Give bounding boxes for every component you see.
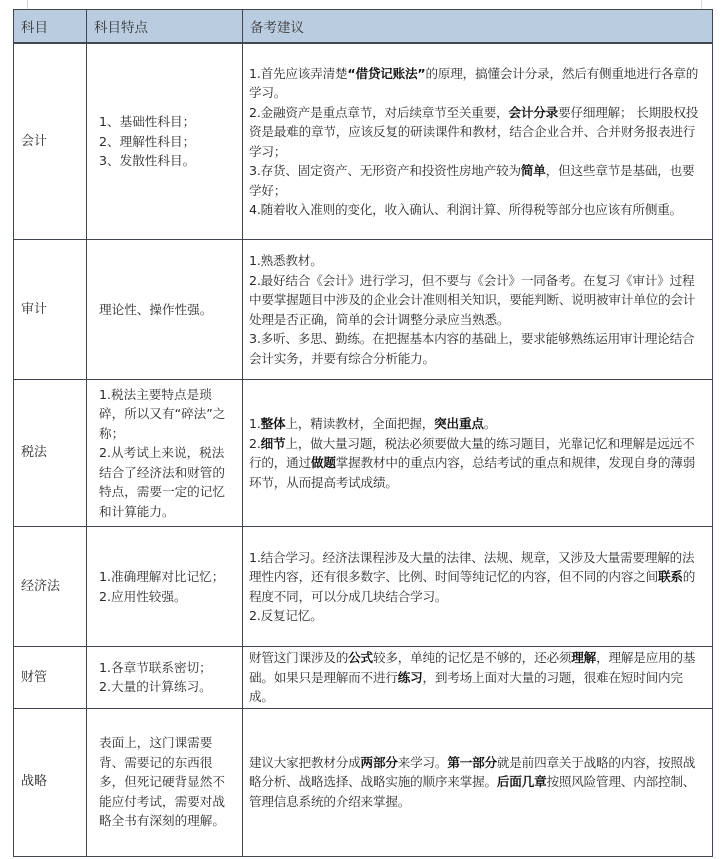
advice-text: ，到考场上面对大量的习题，很难在短时间内完成。 [249,669,683,704]
advice-text: ，但这些章节是基础，也要学好； [249,163,695,198]
advice-emphasis: 理解 [571,650,597,665]
table-row [14,647,713,709]
advice-text: 建议大家把教材分成 [249,754,361,770]
features-cell [87,380,243,527]
advice-emphasis: 后面几章 [496,774,547,790]
header-advice: 备考建议 [243,10,713,44]
feature-line: 2.应用性较强。 [99,588,187,604]
feature-line: 2.从考试上来说，税法结合了经济法和财管的特点，需要一定的记忆和计算能力。 [99,445,225,519]
advice-emphasis: “借贷记账法” [347,65,426,81]
advice-emphasis: 突出重点 [434,416,484,431]
feature-line: 3、发散性科目。 [99,153,196,169]
advice-paragraph [249,161,706,200]
page-edge-right [701,0,702,9]
subject-cell: 财管 [14,647,87,709]
advice-text: 上，做大量习题，税法必须要做大量的练习题目，光靠记忆和理解是远远不行的，通过 [249,435,695,470]
table-row [14,708,713,856]
advice-text: 3.存货、固定资产、无形资产和投资性房地产较为 [249,163,521,178]
advice-paragraph [249,434,706,493]
table-row [14,527,713,647]
advice-text: 2. [249,435,261,451]
advice-paragraph [249,648,706,707]
advice-emphasis: 做题 [310,455,336,470]
feature-line: 2、理解性科目； [99,133,196,149]
feature-line: 1.税法主要特点是琐碎，所以又有“碎法”之称； [99,386,226,441]
table-row [14,380,713,527]
header-subject: 科目 [14,10,87,44]
advice-text: 的程度不同，可以分成几块结合学习。 [249,569,696,604]
advice-text: 2.最好结合《会计》进行学习，但不要与《会计》一同备考。在复习《审计》过程中要掌握题目中涉及的企业会计准则相关知识，要能判断、说明被审计单位的会计处理是否正确，简单的会计调整分录应当熟悉。 [249,272,696,327]
advice-text: 的原理，搞懂会计分录，然后有侧重地进行各章的学习。 [249,65,699,100]
feature-line: 1.各章节联系密切； [99,659,212,675]
advice-text: 1.熟悉教材。 [249,253,323,268]
advice-text: 财管这门课涉及的 [249,650,349,665]
advice-paragraph [249,548,706,607]
advice-emphasis: 细节 [260,435,286,451]
features-cell [87,647,243,709]
advice-text: 4.随着收入准则的变化，收入确认、利润计算、所得税等部分也应该有所侧重。 [249,202,683,217]
subject-cell: 会计 [14,43,87,240]
features-cell [87,240,243,380]
subject-cell: 经济法 [14,527,87,647]
header-row [14,10,713,44]
advice-cell [243,708,713,856]
table-row [14,43,713,240]
page-edge-left [27,0,28,9]
advice-text: 2.反复记忆。 [249,608,323,623]
header-features: 科目特点 [87,10,243,44]
advice-emphasis: 第一部分 [447,754,497,770]
feature-line: 表面上，这门课需要背、需要记的东西很多，但死记硬背显然不能应付考试，需要对战略全书有深刻的理解。 [99,735,225,829]
features-cell [87,527,243,647]
advice-paragraph [249,251,706,271]
advice-paragraph [249,414,706,434]
advice-paragraph [249,103,706,162]
advice-text: 1.首先应该弄清楚 [249,65,348,81]
advice-cell [243,527,713,647]
advice-paragraph [249,64,706,103]
advice-cell [243,647,713,709]
features-cell [87,708,243,856]
feature-line: 2.大量的计算练习。 [99,679,212,695]
advice-cell [243,380,713,527]
advice-cell [243,43,713,240]
advice-emphasis: 会计分录 [508,104,559,120]
advice-paragraph [249,606,706,626]
advice-emphasis: 公式 [348,650,373,665]
advice-paragraph [249,329,706,368]
advice-emphasis: 简单 [520,163,546,178]
features-cell [87,43,243,240]
advice-emphasis: 两部分 [360,754,398,770]
table-row [14,240,713,380]
advice-emphasis: 整体 [260,416,286,431]
feature-line: 理论性、操作性强。 [99,301,213,317]
advice-text: ，理解是应用的基础。如果只是理解而不进行 [249,650,696,685]
advice-paragraph [249,200,706,220]
advice-text: 掌握教材中的重点内容，总结考试的重点和规律，发现自身的薄弱环节，从而提高考试成绩。 [249,455,696,490]
advice-text: 1. [249,416,261,431]
advice-text: 上，精读教材，全面把握， [285,416,435,431]
advice-text: 来学习。 [397,754,448,770]
advice-paragraph [249,271,706,330]
advice-text: 2.金融资产是重点章节，对后续章节至关重要， [249,104,509,120]
advice-text: 1.结合学习。经济法课程涉及大量的法律、法规、规章，又涉及大量需要理解的法理性内容，还有很多数字、比例、时间等纯记忆的内容，但不同的内容之间 [249,549,695,584]
advice-cell [243,240,713,380]
subject-cell: 战略 [14,708,87,856]
advice-emphasis: 练习 [397,669,423,685]
advice-text: 按照风险管理、内部控制、管理信息系统的介绍来掌握。 [249,774,696,809]
advice-text: 较多，单纯的记忆是不够的，还必须 [372,650,572,665]
advice-text: 要仔细理解； 长期股权投资是最难的章节，应该反复的研读课件和教材，结合企业合并、合并财务报表进行学习； [249,104,699,159]
advice-emphasis: 联系 [658,569,683,584]
feature-line: 1.准确理解对比记忆； [99,569,225,584]
subject-cell: 审计 [14,240,87,380]
advice-text: 3.多听、多思、勤练。在把握基本内容的基础上，要求能够熟练运用审计理论结合会计实务，并要有综合分析能力。 [249,331,695,366]
advice-text: 。 [483,416,497,431]
feature-line: 1、基础性科目； [99,114,196,130]
advice-text: 就是前四章关于战略的内容，按照战略分析、战略选择、战略实施的顺序来掌握。 [249,754,696,790]
subject-cell: 税法 [14,380,87,527]
exam-prep-table [13,9,713,857]
advice-paragraph [249,753,706,812]
